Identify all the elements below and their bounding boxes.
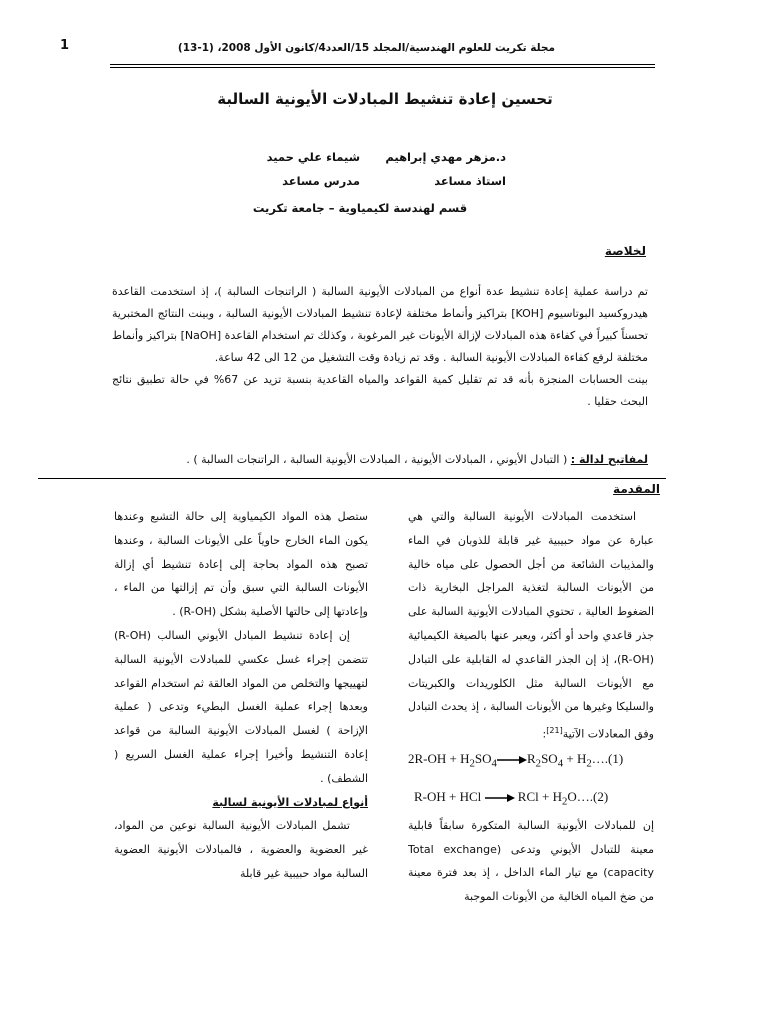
- eq1-lhs: 2R-OH + H: [408, 750, 470, 766]
- eq1-so: SO: [541, 750, 558, 766]
- paper-title: تحسين إعادة تنشيط المبادلات الأيونية السالبة: [217, 90, 553, 108]
- eq1-rhs: R: [526, 750, 536, 766]
- intro-left-paragraph-3: تشمل المبادلات الأيونية السالبة نوعين من المواد، غير العضوية والعضوية ، فالمبادلات الأيونية العضوية السالبة مواد حبيبية غير قابلة: [114, 819, 368, 880]
- intro-right-paragraph-2: إن للمبادلات الأيونية السالبة المتكورة سابقاً قابلية معينة للتبادل الأيوني وتدعى (Total exchange capacity) مع تيار الماء الداخل ، إذ بعد فترة معينة من ضخ المياه الخالية من الأيونات الموجبة: [408, 818, 655, 904]
- header-rule-top: [110, 64, 655, 65]
- eq1-so: SO: [474, 750, 492, 766]
- eq2-rhs: RCl + H: [517, 789, 562, 805]
- author-1-position: استاذ مساعد: [434, 174, 506, 188]
- keywords-text: ( التبادل الأيوني ، المبادلات الأيونية ، المبادلات الأيونية السالبة ، الراتنجات السالبة ) .: [186, 453, 568, 466]
- eq1-sub: 2: [586, 757, 592, 770]
- intro-right-paragraph-1-text: استخدمت المبادلات الأيونية السالبة والتي هي عبارة عن مواد حبيبية غير قابلة للذوبان في الماء والمذيبات الشائعة من أجل الحصول على مياه خالية من الأيونات السالبة لتغذية المراجل البخارية ذات الضغوط العالية ، تحتوي المبادلات الأيونية السالبة على جذر قاعدي واحد أو أكثر، ويعبر عنها بالصيغة الكيميائية (R-OH)، إذ إن الجذر القاعدي له القابلية على التبادل مع الأيونات السالبة مثل الكلوريدات والكبريتات والسليكا وغيرها من الأيونات السالبة ، إذ يحدث التبادل وفق المعادلات الآتية: [408, 510, 654, 741]
- author-2-position: مدرس مساعد: [282, 174, 360, 188]
- intro-right-paragraph-1: استخدمت المبادلات الأيونية السالبة والتي هي عبارة عن مواد حبيبية غير قابلة للذوبان في الماء والمذيبات الشائعة من أجل الحصول على مياه خالية من الأيونات السالبة لتغذية المراجل البخارية ذات الضغوط العالية ، تحتوي المبادلات الأيونية السالبة على جذر قاعدي واحد أو أكثر، ويعبر عنها بالصيغة الكيميائية (R-OH)، إذ إن الجذر القاعدي له القابلية على التبادل مع الأيونات السالبة مثل الكلوريدات والكبريتات والسليكا وغيرها من الأيونات السالبة ، إذ يحدث التبادل وفق المعادلات الآتية[21]:: [408, 510, 654, 741]
- anion-exchangers-types-heading: أنواع لمبادلات الأيونية لسالبة: [212, 795, 368, 809]
- abstract-body: [112, 281, 648, 413]
- intro-left-paragraph-2: إن إعادة تنشيط المبادل الأيوني السالب (R-OH) تتضمن إجراء غسل عكسي للمبادلات الأيونية السالبة لتهييجها والتخلص من المواد العالقة ثم استخدام القواعد وبعدها إجراء عملية الغسل البطيء وتدعى ( عملية الإزاحة ) لغسل المبادلات الأيونية السالبة من قواعد إعادة التنشيط وأخيرا إجراء عملية الغسل السريع ( الشطف) .: [114, 628, 368, 785]
- page-number: 1: [60, 38, 70, 53]
- author-2: [220, 150, 360, 198]
- eq2-number: O….(2): [567, 789, 609, 805]
- journal-header: مجلة تكريت للعلوم الهندسية/المجلد 15/العدد4/كانون الأول 2008، (1-13): [177, 42, 555, 54]
- eq2-sub: 2: [561, 795, 568, 808]
- introduction-heading: المقدمة: [613, 482, 660, 496]
- eq1-sub: 2: [535, 757, 542, 770]
- author-2-name: شيماء علي حميد: [266, 150, 360, 164]
- intro-left-column: [114, 505, 368, 886]
- abstract-paragraph-1: تم دراسة عملية إعادة تنشيط عدة أنواع من المبادلات الأيونية السالبة ( الراتنجات السالبة )، إذ استخدمت القاعدة هيدروكسيد البوتاسيوم [KOH] بتراكيز وأنماط مختلفة لإعادة تنشيط المبادلات الأيونية السالبة ، وبينت النتائج المختبرية تحسناً كبيراً في كفاءة هذه المبادلات لإزالة الأيونات غير المرغوبة ، وكذلك تم استخدام القاعدة [NaOH] بتراكيز وأنماط مختلفة لرفع كفاءة المبادلات الأيونية السالبة . وقد تم زيادة وقت التشغيل من 12 الى 42 ساعة.: [112, 285, 648, 364]
- eq1-sub: 4: [557, 757, 564, 770]
- eq1-h: + H: [563, 750, 587, 766]
- author-1-name: د.مزهر مهدي إبراهيم: [385, 150, 506, 164]
- reaction-arrow-icon: [497, 755, 527, 765]
- author-1: [366, 150, 506, 198]
- keywords-label: لمفاتيح لدالة :: [570, 453, 648, 466]
- equation-2: [408, 787, 654, 812]
- intro-left-paragraph-1: ستصل هذه المواد الكيمياوية إلى حالة التشبع وعندها يكون الماء الخارج حاوياً على الأيونات السالبة ، وعندها تصبح هذه المواد بحاجة إلى إعادة تنشيط أي إزالة الأيونات السالبة التي سبق وأن تم إزالتها من الماء ، وإعادتها إلى حالتها الأصلية بشكل (R-OH) .: [114, 510, 368, 619]
- department-affiliation: قسم لهندسة لكيمياوية – جامعة تكريت: [252, 201, 468, 215]
- header-rule-bottom: [110, 67, 655, 68]
- eq1-sub: 4: [491, 757, 497, 770]
- eq1-sub: 2: [469, 757, 475, 770]
- citation-ref: [21]: [546, 726, 563, 736]
- abstract-paragraph-2: بينت الحسابات المنجزة بأنه قد تم تقليل كمية القواعد والمياه القاعدية بنسبة تزيد عن 67% في حالة تطبيق نتائج البحث حقليا .: [112, 373, 648, 408]
- eq2-lhs: R-OH + HCl: [414, 789, 482, 805]
- keywords-line: [112, 452, 648, 468]
- intro-right-column: [408, 505, 654, 909]
- section-divider: [38, 478, 666, 479]
- abstract-heading: لخلاصة: [604, 244, 646, 258]
- reaction-arrow-icon: [485, 793, 515, 803]
- equation-1: [408, 749, 654, 774]
- eq1-number: ….(1): [591, 750, 624, 766]
